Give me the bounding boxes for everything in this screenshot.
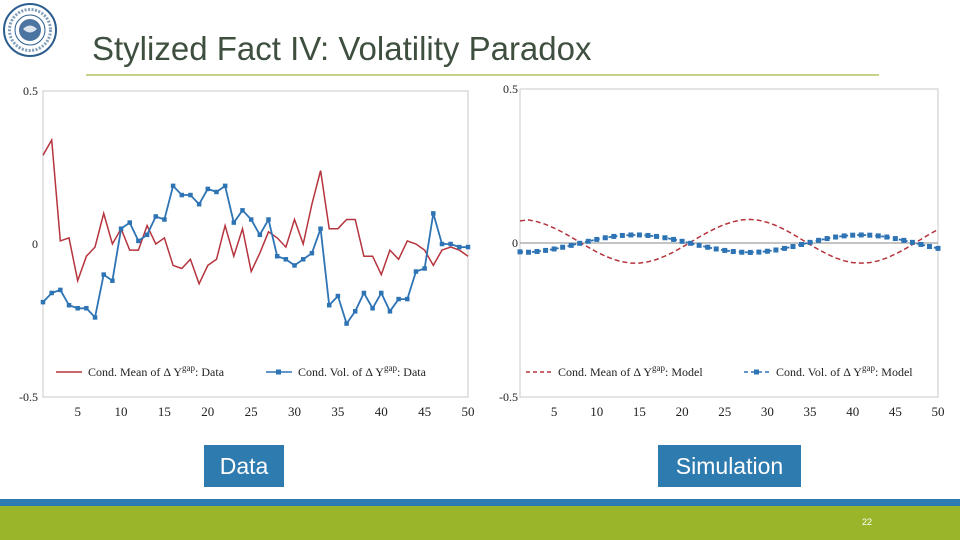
x-tick-label: 50 bbox=[931, 404, 945, 419]
x-tick-label: 45 bbox=[888, 404, 902, 419]
plot-frame bbox=[43, 91, 468, 397]
page-number: 22 bbox=[862, 517, 873, 527]
data-point bbox=[58, 288, 63, 293]
title-underline bbox=[86, 74, 879, 76]
data-point bbox=[816, 238, 821, 243]
data-point bbox=[697, 243, 702, 248]
data-point bbox=[275, 254, 280, 258]
data-point bbox=[67, 303, 72, 308]
data-point bbox=[850, 233, 855, 238]
y-tick-label: -0.5 bbox=[19, 390, 38, 404]
data-caption: Data bbox=[204, 445, 284, 487]
data-point bbox=[620, 233, 625, 238]
data-point bbox=[867, 233, 872, 238]
data-point bbox=[552, 246, 557, 251]
data-point bbox=[645, 233, 650, 238]
data-point bbox=[310, 251, 315, 256]
data-point bbox=[526, 250, 531, 255]
x-tick-label: 30 bbox=[760, 404, 774, 419]
x-tick-label: 25 bbox=[718, 404, 732, 419]
data-point bbox=[799, 242, 804, 247]
data-point bbox=[206, 187, 211, 192]
data-point bbox=[611, 234, 616, 239]
x-tick-label: 40 bbox=[374, 404, 388, 419]
data-point bbox=[379, 291, 384, 296]
data-point bbox=[327, 303, 332, 308]
data-point bbox=[353, 309, 358, 314]
x-tick-label: 15 bbox=[157, 404, 171, 419]
data-point bbox=[284, 257, 289, 262]
data-point bbox=[440, 242, 445, 247]
data-point bbox=[518, 249, 523, 254]
x-tick-label: 35 bbox=[803, 404, 817, 419]
data-point bbox=[344, 321, 349, 326]
footer-blue-band bbox=[0, 499, 960, 506]
data-point bbox=[790, 244, 795, 249]
data-point bbox=[154, 214, 159, 219]
x-tick-label: 5 bbox=[74, 404, 81, 419]
data-point bbox=[136, 239, 141, 244]
data-point bbox=[258, 233, 263, 238]
data-point bbox=[422, 266, 427, 271]
data-point bbox=[577, 241, 582, 246]
data-point bbox=[75, 306, 80, 311]
data-point bbox=[266, 217, 271, 222]
data-point bbox=[859, 232, 864, 237]
y-tick-label: 0 bbox=[512, 236, 518, 250]
x-tick-label: 50 bbox=[461, 404, 475, 419]
data-point bbox=[41, 300, 46, 305]
data-point bbox=[901, 238, 906, 243]
legend-label: Cond. Vol. of Δ $Y^{gap}$: Model bbox=[776, 363, 913, 379]
data-point bbox=[893, 236, 898, 241]
y-tick-label: 0 bbox=[32, 237, 38, 251]
imf-logo-seal bbox=[2, 2, 58, 58]
x-tick-label: 10 bbox=[114, 404, 128, 419]
data-point bbox=[101, 272, 106, 277]
y-tick-label: -0.5 bbox=[499, 390, 518, 404]
data-point bbox=[110, 278, 115, 283]
data-point bbox=[714, 246, 719, 251]
data-point bbox=[688, 241, 693, 246]
simulation-caption: Simulation bbox=[658, 445, 801, 487]
data-point bbox=[127, 220, 132, 225]
data-point bbox=[301, 257, 306, 262]
data-point bbox=[842, 233, 847, 238]
x-tick-label: 25 bbox=[244, 404, 258, 419]
data-point bbox=[833, 235, 838, 240]
data-point bbox=[414, 269, 419, 274]
data-point bbox=[663, 235, 668, 240]
legend-label: Cond. Mean of Δ $Y^{gap}$: Data bbox=[88, 363, 225, 379]
data-point bbox=[739, 250, 744, 255]
data-point bbox=[936, 246, 941, 251]
data-point bbox=[362, 291, 367, 296]
x-tick-label: 40 bbox=[846, 404, 860, 419]
data-point bbox=[93, 315, 98, 320]
legend-label: Cond. Mean of Δ $Y^{gap}$: Model bbox=[558, 363, 703, 379]
data-point bbox=[705, 245, 710, 250]
data-point bbox=[84, 306, 89, 311]
data-point bbox=[49, 291, 54, 296]
simulation-chart bbox=[492, 80, 954, 420]
data-point bbox=[535, 249, 540, 254]
data-point bbox=[396, 297, 401, 302]
data-point bbox=[680, 239, 685, 244]
data-chart bbox=[8, 80, 478, 420]
legend-label: Cond. Vol. of Δ $Y^{gap}$: Data bbox=[298, 363, 426, 379]
data-point bbox=[782, 246, 787, 251]
data-point bbox=[405, 297, 410, 302]
slide-title: Stylized Fact IV: Volatility Paradox bbox=[92, 30, 592, 67]
data-point bbox=[637, 232, 642, 237]
data-point bbox=[731, 249, 736, 254]
data-point bbox=[431, 211, 436, 216]
data-point bbox=[466, 245, 471, 250]
data-point bbox=[884, 235, 889, 240]
x-tick-label: 30 bbox=[288, 404, 302, 419]
data-point bbox=[240, 208, 245, 213]
data-point bbox=[628, 232, 633, 237]
data-point bbox=[543, 248, 548, 253]
data-point bbox=[318, 226, 323, 231]
data-point bbox=[654, 234, 659, 239]
data-point bbox=[197, 202, 202, 207]
data-point bbox=[910, 240, 915, 245]
legend-swatch-marker bbox=[276, 370, 281, 375]
data-point bbox=[188, 193, 193, 198]
data-point bbox=[370, 306, 375, 311]
data-point bbox=[918, 242, 923, 247]
data-point bbox=[119, 226, 124, 231]
data-point bbox=[448, 242, 453, 247]
data-point bbox=[748, 250, 753, 255]
data-point bbox=[569, 243, 574, 248]
x-tick-label: 20 bbox=[201, 404, 215, 419]
data-point bbox=[145, 233, 150, 238]
data-point bbox=[232, 220, 237, 225]
data-point bbox=[214, 190, 219, 195]
y-tick-label: 0.5 bbox=[23, 84, 38, 98]
data-point bbox=[171, 184, 176, 189]
data-point bbox=[457, 245, 462, 250]
data-point bbox=[773, 247, 778, 252]
data-point bbox=[162, 217, 167, 222]
legend-swatch-marker bbox=[754, 370, 759, 375]
footer-green-band bbox=[0, 506, 960, 540]
x-tick-label: 10 bbox=[590, 404, 604, 419]
data-point bbox=[336, 294, 341, 299]
data-point bbox=[249, 217, 254, 222]
data-point bbox=[722, 248, 727, 253]
data-point bbox=[603, 235, 608, 240]
data-point bbox=[223, 184, 228, 189]
data-point bbox=[594, 237, 599, 242]
data-point bbox=[927, 244, 932, 249]
data-point bbox=[388, 309, 393, 314]
data-point bbox=[560, 245, 565, 250]
y-tick-label: 0.5 bbox=[503, 82, 518, 96]
x-tick-label: 20 bbox=[675, 404, 689, 419]
data-point bbox=[292, 263, 297, 268]
data-point bbox=[808, 240, 813, 245]
x-tick-label: 35 bbox=[331, 404, 345, 419]
x-tick-label: 5 bbox=[550, 404, 558, 419]
x-tick-label: 45 bbox=[418, 404, 432, 419]
data-point bbox=[586, 239, 591, 244]
data-point bbox=[180, 193, 185, 198]
data-point bbox=[825, 236, 830, 241]
data-point bbox=[765, 249, 770, 254]
x-tick-label: 15 bbox=[632, 404, 646, 419]
data-point bbox=[876, 233, 881, 238]
data-point bbox=[756, 250, 761, 255]
data-point bbox=[671, 237, 676, 242]
